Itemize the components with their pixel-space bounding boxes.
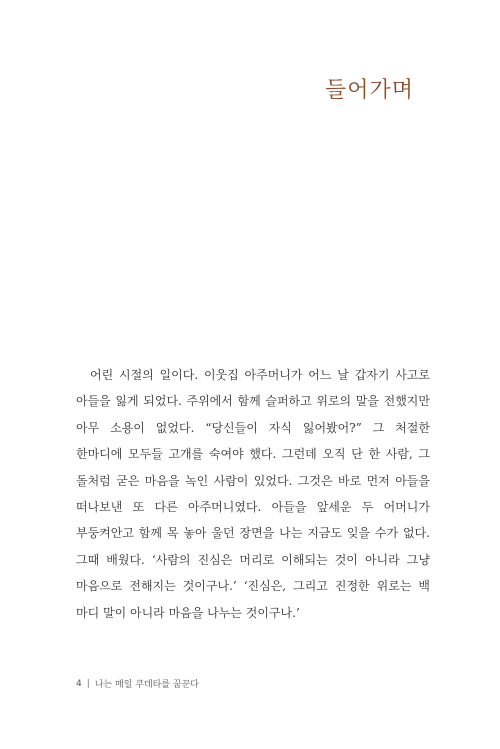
page-number: 4 [76, 678, 82, 689]
page-footer [76, 677, 199, 690]
body-paragraph: 어린 시절의 일이다. 이웃집 아주머니가 어느 날 갑자기 사고로 아들을 잃게 되었다. 주위에서 함께 슬퍼하고 위로의 말을 전했지만 아무 소용이 없었다. “당신들이 자식 잃어봤어?” 그 처절한 한마디에 모두들 고개를 숙여야 했다. 그런데 오직 단 한 사람, 그 돌처럼 굳은 마음을 녹인 사람이 있었다. 그것은 바로 먼저 아들을 떠나보낸 또 다른 아주머니였다. 아들을 앞세운 두 어머니가 부둥켜안고 함께 목 놓아 울던 장면을 나는 지금도 잊을 수가 없다. 그때 배웠다. ‘사람의 진심은 머리로 이해되는 것이 아니라 그냥 마음으로 전해지는 것이구나.’ ‘진심은, 그리고 진정한 위로는 백 마디 말이 아니라 마음을 나누는 것이구나.’ [76, 368, 430, 620]
chapter-title: 들어가며 [324, 78, 414, 103]
footer-separator: | [86, 678, 90, 689]
running-title: 나는 매일 쿠데타를 꿈꾼다 [94, 680, 199, 690]
